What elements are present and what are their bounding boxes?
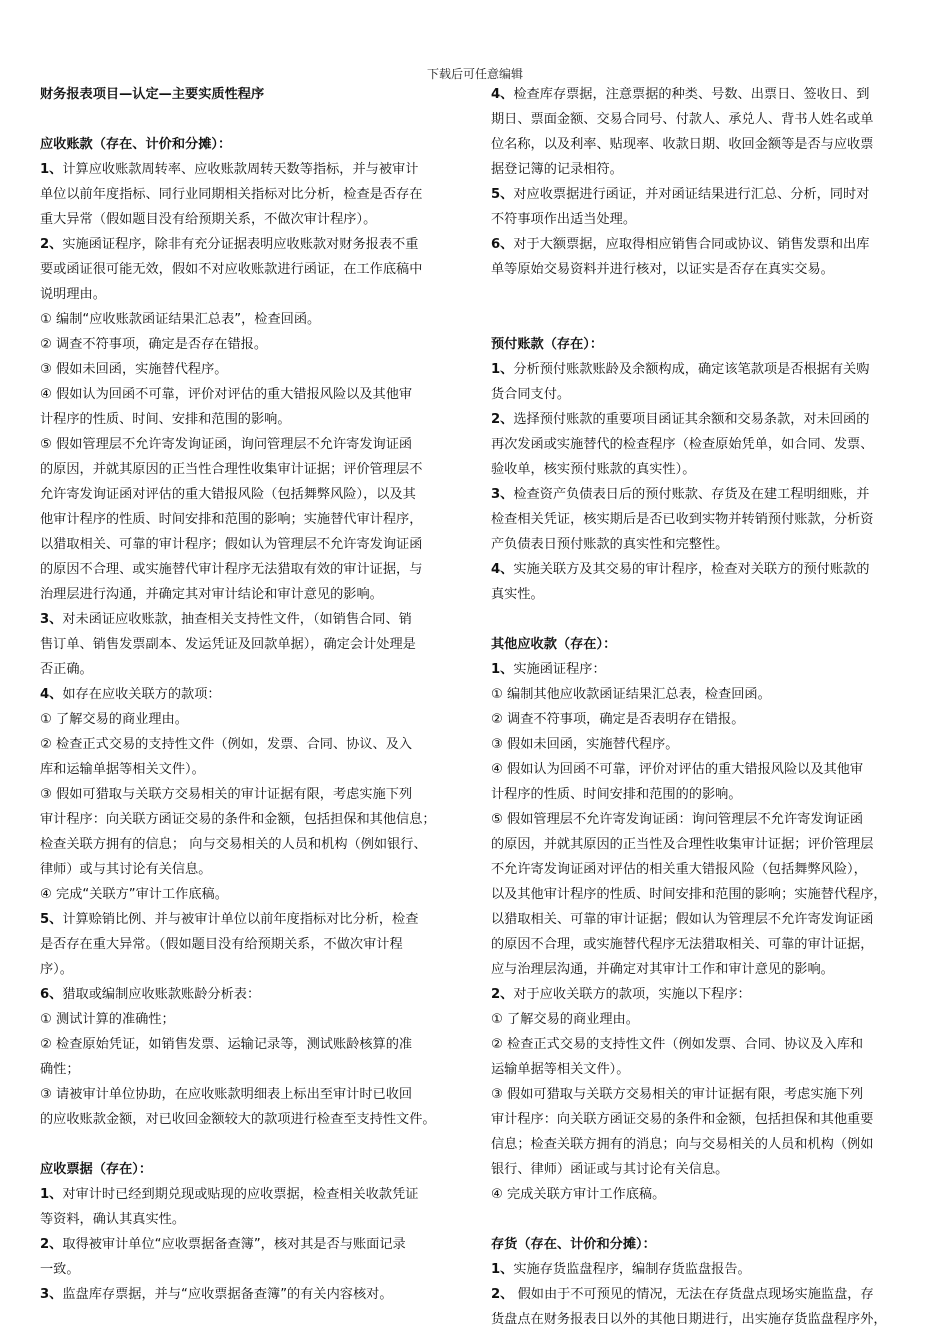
text-line: 的原因不合理，或实施替代程序无法猎取相关、可靠的审计证据， [491,937,874,952]
text-line: ② 调查不符事项，确定是否表明存在错报。 [491,712,745,727]
text-line: 5、对应收票据进行函证，并对函证结果进行汇总、分析，同时对 [491,187,870,202]
text-line: 6、猎取或编制应收账款账龄分析表： [40,987,261,1002]
text-line: 5、计算赊销比例、并与被审计单位以前年度指标对比分析，检查 [40,912,419,927]
text-line: 律师）或与其讨论有关信息。 [40,862,212,877]
text-line: 序）。 [40,962,73,977]
text-line: 1、对审计时已经到期兑现或贴现的应收票据，检查相关收款凭证 [40,1187,419,1202]
item-number: 2、 [40,1237,63,1252]
text-line: 治理层进行沟通，并确定其对审计结论和审计意见的影响。 [40,587,383,602]
section-heading: 其他应收款（存在）： [491,637,617,652]
item-number: 4、 [491,87,514,102]
text-line: 1、分析预付账款账龄及余额构成，确定该笔款项是否根据有关购 [491,362,870,377]
item-number: 1、 [40,162,63,177]
blank-line [491,607,916,632]
text-line: 2、对于应收关联方的款项，实施以下程序： [491,987,751,1002]
blank-line [40,107,468,132]
text-line: ① 测试计算的准确性； [40,1012,175,1027]
text-line: 售订单、销售发票副本、发运凭证及回款单据），确定会计处理是 [40,637,416,652]
text-line: ③ 假如未回函，实施替代程序。 [491,737,679,752]
text-line: 4、如存在应收关联方的款项： [40,687,221,702]
text-line: 3、监盘库存票据，并与“应收票据备查簿”的有关内容核对。 [40,1287,393,1302]
item-number: 2、 [491,1287,514,1302]
text-line: ④ 完成“关联方”审计工作底稿。 [40,887,228,902]
text-line: ② 检查正式交易的支持性文件（例如，发票、合同、协议、及入 [40,737,413,752]
section-heading: 应收账款（存在、计价和分摊）： [40,137,232,152]
text-line: 位名称，以及利率、贴现率、收款日期、收回金额等是否与应收票 [491,137,874,152]
section-heading: 应收票据（存在）： [40,1162,153,1177]
text-line: 2、实施函证程序，除非有充分证据表明应收账款对财务报表不重 [40,237,419,252]
text-line: 重大异常（假如题目没有给预期关系，不做次审计程序）。 [40,212,377,227]
text-line: ① 了解交易的商业理由。 [491,1012,639,1027]
text-line: 要或函证很可能无效，假如不对应收账款进行函证，在工作底稿中 [40,262,423,277]
text-line: 说明理由。 [40,287,106,302]
text-line: 4、实施关联方及其交易的审计程序，检查对关联方的预付账款的 [491,562,870,577]
text-line: 的原因，并就其原因的正当性及合理性收集审计证据；评价管理层 [491,837,874,852]
blank-line [491,307,916,332]
text-line: 库和运输单据等相关文件）。 [40,762,205,777]
text-line: 3、检查资产负债表日后的预付账款、存货及在建工程明细账，并 [491,487,870,502]
section-heading: 存货（存在、计价和分摊）： [491,1237,656,1252]
text-line: 验收单，核实预付账款的真实性）。 [491,462,696,477]
text-line: ① 编制其他应收款函证结果汇总表，检查回函。 [491,687,771,702]
text-line: 2、选择预付账款的重要项目函证其余额和交易条款，对未回函的 [491,412,870,427]
text-line: ⑤ 假如管理层不允许寄发询证函：询问管理层不允许寄发询证函 [491,812,864,827]
text-line: 产负债表日预付账款的真实性和完整性。 [491,537,729,552]
text-line: 单位以前年度指标、同行业同期相关指标对比分析，检查是否存在 [40,187,423,202]
item-number: 3、 [40,612,63,627]
text-line: 2、 假如由于不可预见的情况，无法在存货盘点现场实施监盘，存 [491,1287,874,1302]
right-column [491,82,916,1332]
blank-line [491,282,916,307]
text-line: ③ 假如未回函，实施替代程序。 [40,362,228,377]
text-line: ④ 假如认为回函不可靠，评价对评估的重大错报风险以及其他审 [491,762,864,777]
text-line: 信息；检查关联方拥有的消息；向与交易相关的人员和机构（例如 [491,1137,874,1152]
text-line: ① 编制“应收账款函证结果汇总表”，检查回函。 [40,312,321,327]
item-number: 2、 [40,237,63,252]
item-number: 1、 [40,1187,63,1202]
text-line: 不允许寄发询证函对评估的相关重大错报风险（包括舞弊风险）， [491,862,867,877]
text-line: 期日、票面金额、交易合同号、付款人、承兑人、背书人姓名或单 [491,112,874,127]
item-number: 4、 [491,562,514,577]
item-number: 3、 [40,1287,63,1302]
text-line: 检查相关凭证，核实期后是否已收到实物并转销预付账款，分析资 [491,512,874,527]
text-line: 检查关联方拥有的信息； 向与交易相关的人员和机构（例如银行、 [40,837,427,852]
item-number: 5、 [491,187,514,202]
text-line: 不符事项作出适当处理。 [491,212,637,227]
item-number: 5、 [40,912,63,927]
text-line: 运输单据等相关文件）。 [491,1062,630,1077]
text-line: 审计程序：向关联方函证交易的条件和金额，包括担保和其他信息； [40,812,436,827]
text-line: ② 检查正式交易的支持性文件（例如发票、合同、协议及入库和 [491,1037,864,1052]
text-line: ⑤ 假如管理层不允许寄发询证函，询问管理层不允许寄发询证函 [40,437,413,452]
blank-line [40,1132,468,1157]
text-line: 确性； [40,1062,80,1077]
text-line: 3、对未函证应收账款，抽查相关支持性文件，（如销售合同、销 [40,612,412,627]
item-number: 1、 [491,1262,514,1277]
text-line: 货合同支付。 [491,387,571,402]
text-line: 否正确。 [40,662,93,677]
text-line: 1、实施存货监盘程序，编制存货监盘报告。 [491,1262,751,1277]
item-number: 1、 [491,362,514,377]
text-line: 等资料，确认其真实性。 [40,1212,186,1227]
left-column [40,82,468,1307]
item-number: 1、 [491,662,514,677]
blank-line [491,1207,916,1232]
text-line: 以猎取相关、可靠的审计证据；假如认为管理层不允许寄发询证函 [491,912,874,927]
text-line: 1、实施函证程序： [491,662,606,677]
text-line: ③ 请被审计单位协助，在应收账款明细表上标出至审计时已收回 [40,1087,413,1102]
section-heading: 预付账款（存在）： [491,337,604,352]
item-number: 2、 [491,987,514,1002]
page-header: 下载后可任意编辑 [426,67,523,81]
text-line: 据登记簿的记录相符。 [491,162,623,177]
text-line: 真实性。 [491,587,544,602]
item-number: 3、 [491,487,514,502]
text-line: 的应收账款金额，对已收回金额较大的款项进行检查至支持性文件。 [40,1112,436,1127]
text-line: ① 了解交易的商业理由。 [40,712,188,727]
text-line: ④ 完成关联方审计工作底稿。 [491,1187,666,1202]
item-number: 2、 [491,412,514,427]
text-line: 6、对于大额票据，应取得相应销售合同或协议、销售发票和出库 [491,237,870,252]
text-line: 单等原始交易资料并进行核对，以证实是否存在真实交易。 [491,262,834,277]
section-heading: 财务报表项目—认定—主要实质性程序 [40,87,265,102]
text-line: 计程序的性质、时间、安排和范围的影响。 [40,412,291,427]
text-line: ③ 假如可猎取与关联方交易相关的审计证据有限，考虑实施下列 [491,1087,864,1102]
text-line: 的原因不合理、或实施替代审计程序无法猎取有效的审计证据，与 [40,562,423,577]
text-line: 以猎取相关、可靠的审计程序；假如认为管理层不允许寄发询证函 [40,537,423,552]
text-line: 1、计算应收账款周转率、应收账款周转天数等指标，并与被审计 [40,162,419,177]
text-line: ② 检查原始凭证，如销售发票、运输记录等，测试账龄核算的准 [40,1037,413,1052]
item-number: 4、 [40,687,63,702]
text-line: 审计程序：向关联方函证交易的条件和金额，包括担保和其他重要 [491,1112,874,1127]
text-line: 银行、律师）函证或与其讨论有关信息。 [491,1162,729,1177]
text-line: 允许寄发询证函对评估的重大错报风险（包括舞弊风险），以及其 [40,487,416,502]
text-line: 的原因，并就其原因的正当性合理性收集审计证据；评价管理层不 [40,462,423,477]
text-line: ④ 假如认为回函不可靠，评价对评估的重大错报风险以及其他审 [40,387,413,402]
text-line: 一致。 [40,1262,80,1277]
text-line: 以及其他审计程序的性质、时间安排和范围的影响；实施替代程序， [491,887,887,902]
text-line: 他审计程序的性质、时间安排和范围的影响；实施替代审计程序， [40,512,423,527]
text-line: 4、检查库存票据，注意票据的种类、号数、出票日、签收日、到 [491,87,870,102]
item-number: 6、 [40,987,63,1002]
text-line: 计程序的性质、时间安排和范围的的影响。 [491,787,742,802]
text-line: 再次发函或实施替代的检查程序（检查原始凭单，如合同、发票、 [491,437,874,452]
text-line: ③ 假如可猎取与关联方交易相关的审计证据有限，考虑实施下列 [40,787,413,802]
text-line: 2、取得被审计单位“应收票据备查簿”，核对其是否与账面记录 [40,1237,406,1252]
item-number: 6、 [491,237,514,252]
text-line: 货盘点在财务报表日以外的其他日期进行，出实施存货监盘程序外， [491,1312,887,1327]
text-line: ② 调查不符事项，确定是否存在错报。 [40,337,268,352]
text-line: 应与治理层沟通，并确定对其审计工作和审计意见的影响。 [491,962,834,977]
text-line: 是否存在重大异常。（假如题目没有给预期关系，不做次审计程 [40,937,403,952]
